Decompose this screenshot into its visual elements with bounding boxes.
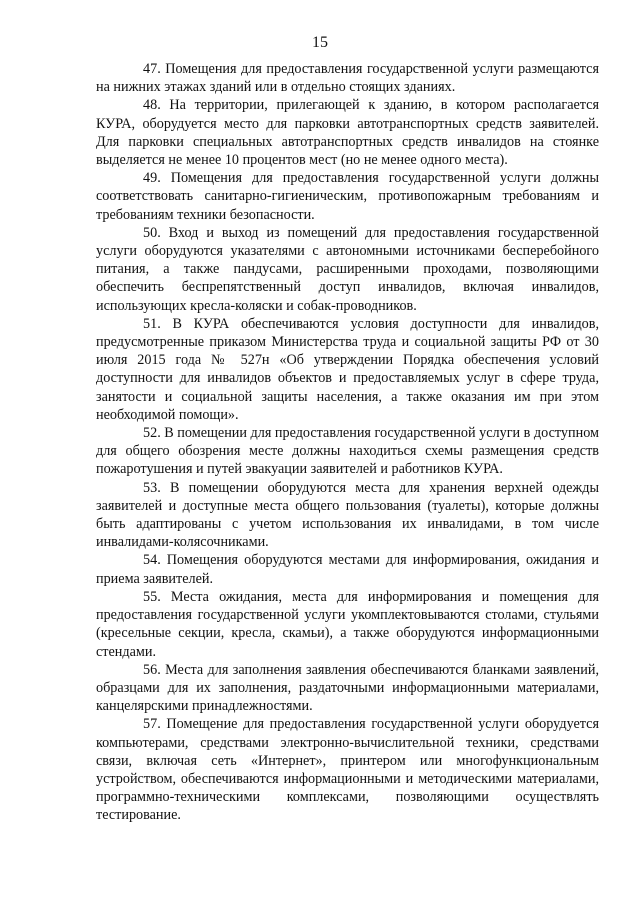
- paragraph-48: 48. На территории, прилегающей к зданию, в котором располагается КУРА, оборудуется место для парковки автотранспортных средств заявителей. Для парковки специальных автотранспортных средств инвалидов на стоянке выделяется не менее 10 процентов мест (но не менее одного места).: [96, 97, 599, 169]
- paragraph-55: 55. Места ожидания, места для информирования и помещения для предоставления государственной услуги укомплектовываются столами, стульями (кресельные секции, кресла, скамьи), а также оборудуются информационными стендами.: [96, 588, 599, 660]
- paragraph-50: 50. Вход и выход из помещений для предоставления государственной услуги оборудуются указателями с автономными источниками бесперебойного питания, а также пандусами, расширенными проходами, позволяющими обеспечить беспрепятственный доступ инвалидов, включая инвалидов, использующих кресла-коляски и собак-проводников.: [96, 224, 599, 314]
- paragraph-54: 54. Помещения оборудуются местами для информирования, ожидания и приема заявителей.: [96, 552, 599, 587]
- paragraph-51: 51. В КУРА обеспечиваются условия доступности для инвалидов, предусмотренные приказом Министерства труда и социальной защиты РФ от 30 июля 2015 года № 527н «Об утверждении Порядка обеспечения условий доступности для инвалидов объектов и предоставляемых услуг в сфере труда, занятости и социальной защиты населения, а также оказания им при этом необходимой помощи».: [96, 315, 599, 423]
- paragraph-57: 57. Помещение для предоставления государственной услуги оборудуется компьютерами, средствами электронно-вычислительной техники, средствами связи, включая сеть «Интернет», принтером или многофункциональным устройством, обеспечиваются информационными и методическими материалами, программно-техническими комплексами, позволяющими осуществлять тестирование.: [96, 716, 599, 824]
- page-number: 15: [312, 34, 328, 51]
- paragraph-53: 53. В помещении оборудуются места для хранения верхней одежды заявителей и доступные места общего пользования (туалеты), которые должны быть адаптированы с учетом использования их инвалидами, в том числе инвалидами-колясочниками.: [96, 479, 599, 551]
- document-body: [96, 60, 599, 825]
- paragraph-56: 56. Места для заполнения заявления обеспечиваются бланками заявлений, образцами для их заполнения, раздаточными информационными материалами, канцелярскими принадлежностями.: [96, 661, 599, 715]
- paragraph-47: 47. Помещения для предоставления государственной услуги размещаются на нижних этажах зданий или в отдельно стоящих зданиях.: [96, 61, 599, 96]
- paragraph-52: 52. В помещении для предоставления государственной услуги в доступном для общего обозрения месте должны находиться схемы размещения средств пожаротушения и путей эвакуации заявителей и работников КУРА.: [96, 425, 599, 478]
- paragraph-49: 49. Помещения для предоставления государственной услуги должны соответствовать санитарно-гигиеническим, противопожарным требованиям и требованиям техники безопасности.: [96, 170, 599, 223]
